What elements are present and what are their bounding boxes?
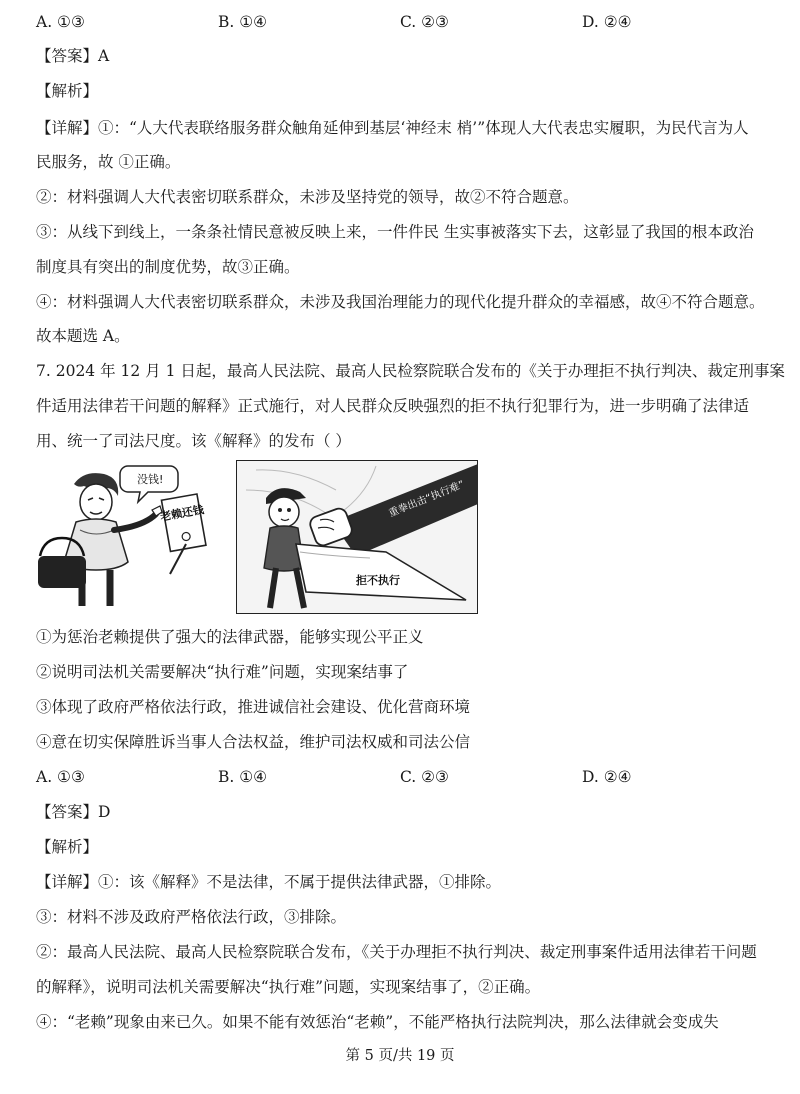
q7-stem-line: 7. 2024 年 12 月 1 日起，最高人民法院、最高人民检察院联合发布的《关于办理拒不执行判决、裁定刑事案 [36,362,785,380]
speech-text: 没钱! [137,473,164,486]
q7-option-d: D. ②④ [582,768,632,786]
cartoon-deadbeat-woman [36,460,216,612]
q6-detail-line: ④：材料强调人大代表密切联系群众，未涉及我国治理能力的现代化提升群众的幸福感，故④不符合题意。 [36,293,765,311]
q6-option-a: A. ①③ [36,13,85,31]
sign-text: 老赖还钱 [159,503,205,524]
q7-statement-3: ③体现了政府严格依法行政，推进诚信社会建设、优化营商环境 [36,698,471,716]
q7-statement-1: ①为惩治老赖提供了强大的法律武器，能够实现公平正义 [36,628,424,646]
q6-analysis-heading: 【解析】 [36,82,99,100]
q7-statement-2: ②说明司法机关需要解决“执行难”问题，实现案结事了 [36,663,409,681]
q7-detail-line: ④：“老赖”现象由来已久。如果不能有效惩治“老赖”，不能严格执行法院判决，那么法律就会变成失 [36,1013,719,1031]
q7-answer: 【答案】D [36,803,111,821]
q7-stem-line: 用、统一了司法尺度。该《解释》的发布（ ） [36,432,351,450]
page-number-footer: 第 5 页/共 19 页 [345,1048,455,1064]
q7-detail-line: ②：最高人民法院、最高人民检察院联合发布，《关于办理拒不执行判决、裁定刑事案件适用法律若干问题 [36,943,757,961]
q6-option-c: C. ②③ [400,13,449,31]
q6-option-d: D. ②④ [582,13,632,31]
cartoon-enforcement-difficulty [236,460,478,614]
q6-detail-line: ②：材料强调人大代表密切联系群众，未涉及坚持党的领导，故②不符合题意。 [36,188,579,206]
q7-option-c: C. ②③ [400,768,449,786]
q6-answer: 【答案】A [36,47,110,65]
paper-text: 拒不执行 [356,574,400,587]
q7-statement-4: ④意在切实保障胜诉当事人合法权益，维护司法权威和司法公信 [36,733,471,751]
q6-detail-line: 【详解】①：“人大代表联络服务群众触角延伸到基层‘神经末 梢’”体现人大代表忠实履职，为民代言为人 [36,119,749,137]
sleeve-text: 重拳出击“执行难” [387,479,467,520]
q6-conclusion: 故本题选 A。 [36,327,130,345]
q6-option-b: B. ①④ [218,13,268,31]
q7-detail-line: 的解释》，说明司法机关需要解决“执行难”问题，实现案结事了，②正确。 [36,978,541,996]
q7-analysis-heading: 【解析】 [36,838,99,856]
q7-option-a: A. ①③ [36,768,85,786]
q7-detail-line: ③：材料不涉及政府严格依法行政，③排除。 [36,908,347,926]
q7-option-b: B. ①④ [218,768,268,786]
q6-detail-line: ③：从线下到线上，一条条社情民意被反映上来，一件件民 生实事被落实下去，这彰显了我国的根本政治 [36,223,754,241]
q7-stem-line: 件适用法律若干问题的解释》正式施行，对人民群众反映强烈的拒不执行犯罪行为，进一步明确了法律适 [36,397,750,415]
q6-detail-line: 民服务，故 ①正确。 [36,153,181,171]
q7-detail-line: 【详解】①：该《解释》不是法律，不属于提供法律武器，①排除。 [36,873,502,891]
q6-detail-line: 制度具有突出的制度优势，故③正确。 [36,258,300,276]
